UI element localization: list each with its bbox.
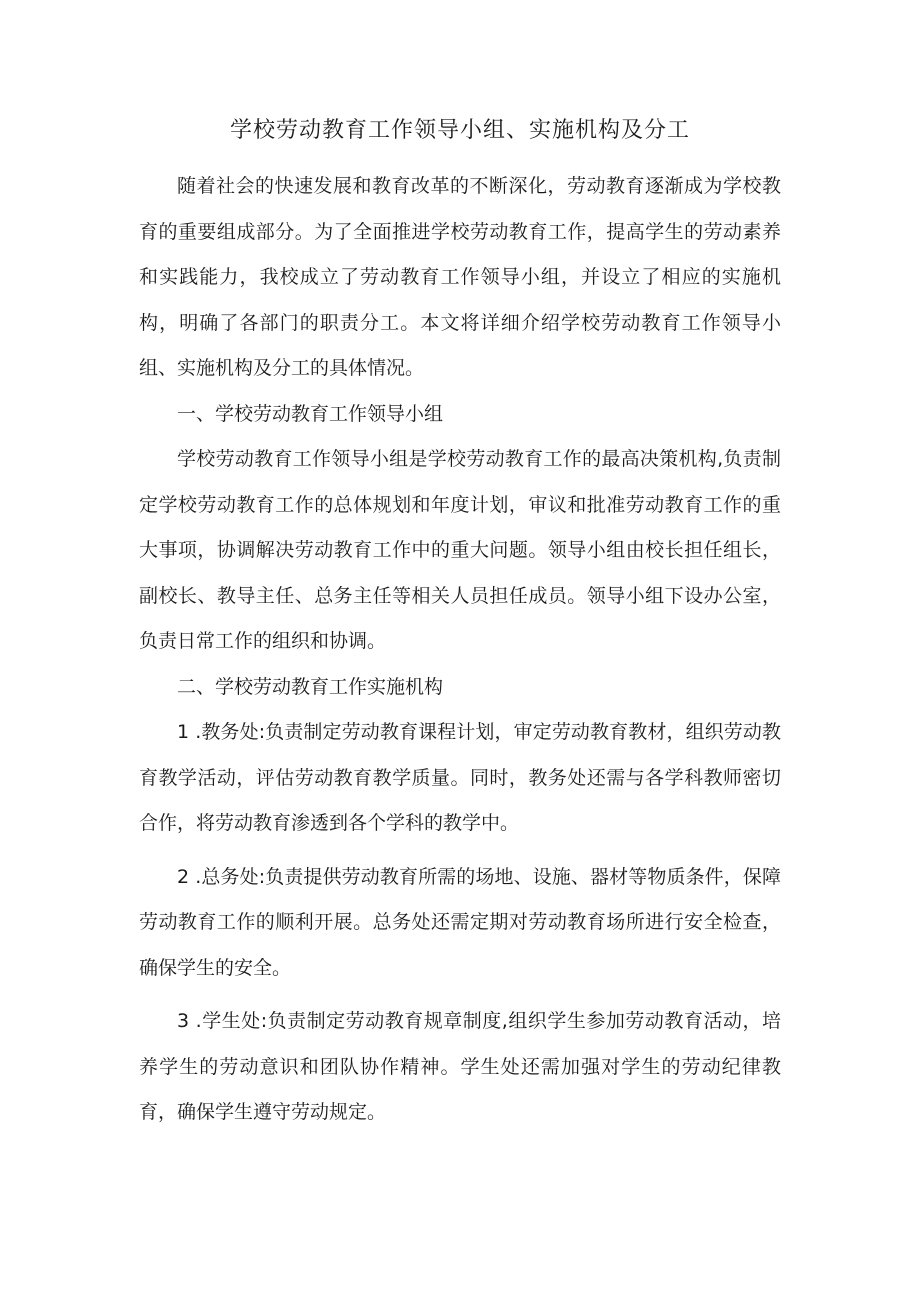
- item-academic-affairs: 1 .教务处:负责制定劳动教育课程计划，审定劳动教育教材，组织劳动教育教学活动，评估劳动教育教学质量。同时，教务处还需与各学科教师密切合作，将劳动教育渗透到各个学科的教学中。: [139, 721, 781, 834]
- document-title: 学校劳动教育工作领导小组、实施机构及分工: [229, 118, 690, 143]
- paragraph-gap: [139, 991, 781, 999]
- intro-paragraph: 随着社会的快速发展和教育改革的不断深化，劳动教育逐渐成为学校教育的重要组成部分。为了全面推进学校劳动教育工作，提高学生的劳动素养和实践能力，我校成立了劳动教育工作领导小组，并设立了相应的实施机构，明确了各部门的职责分工。本文将详细介绍学校劳动教育工作领导小组、实施机构及分工的具体情况。: [139, 175, 781, 379]
- paragraph-gap: [139, 847, 781, 855]
- section-1-heading: 一、学校劳动教育工作领导小组: [177, 402, 444, 425]
- item-general-affairs: 2 .总务处:负责提供劳动教育所需的场地、设施、器材等物质条件，保障劳动教育工作的顺利开展。总务处还需定期对劳动教育场所进行安全检查，确保学生的安全。: [139, 865, 781, 979]
- item-student-affairs: 3 .学生处:负责制定劳动教育规章制度,组织学生参加劳动教育活动，培养学生的劳动意识和团队协作精神。学生处还需加强对学生的劳动纪律教育，确保学生遵守劳动规定。: [139, 1010, 781, 1123]
- section-2-heading: 二、学校劳动教育工作实施机构: [177, 675, 444, 698]
- document-body: [139, 164, 781, 1136]
- section-1-paragraph: 学校劳动教育工作领导小组是学校劳动教育工作的最高决策机构,负责制定学校劳动教育工作的总体规划和年度计划，审议和批准劳动教育工作的重大事项，协调解决劳动教育工作中的重大问题。领导小组由校长担任组长，副校长、教导主任、总务主任等相关人员担任成员。领导小组下设办公室，负责日常工作的组织和协调。: [139, 448, 781, 652]
